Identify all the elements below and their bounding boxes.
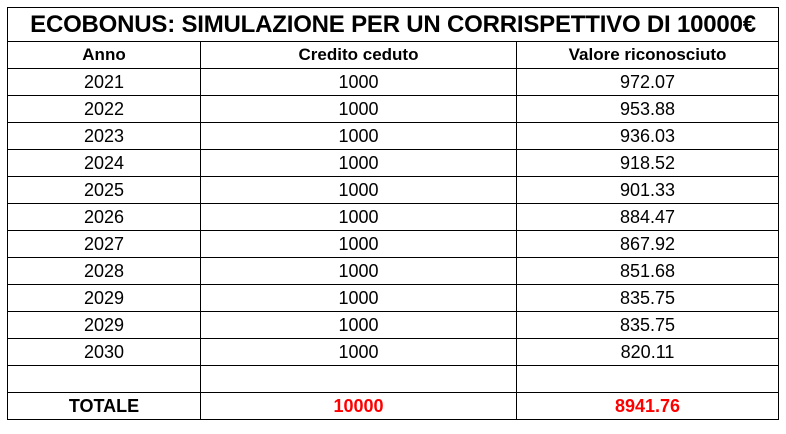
table-row [8, 69, 779, 96]
column-header-anno[interactable]: Anno [8, 42, 201, 69]
cell-credito-ceduto[interactable]: 1000 [201, 69, 517, 96]
header-row [8, 42, 779, 69]
table-row [8, 285, 779, 312]
cell-credito-ceduto[interactable]: 1000 [201, 339, 517, 366]
cell-valore-riconosciuto[interactable]: 835.75 [517, 285, 779, 312]
column-header-credito-ceduto[interactable]: Credito ceduto [201, 42, 517, 69]
cell-anno[interactable]: 2022 [8, 96, 201, 123]
cell-anno[interactable]: 2027 [8, 231, 201, 258]
table-row [8, 258, 779, 285]
cell-credito-ceduto[interactable]: 1000 [201, 177, 517, 204]
cell-anno[interactable]: 2024 [8, 150, 201, 177]
cell-anno[interactable]: 2030 [8, 339, 201, 366]
empty-cell[interactable] [201, 366, 517, 393]
cell-credito-ceduto[interactable]: 1000 [201, 231, 517, 258]
cell-credito-ceduto[interactable]: 1000 [201, 123, 517, 150]
table-row [8, 123, 779, 150]
total-row [8, 393, 779, 420]
ecobonus-table [7, 7, 779, 420]
cell-credito-ceduto[interactable]: 1000 [201, 150, 517, 177]
cell-valore-riconosciuto[interactable]: 953.88 [517, 96, 779, 123]
cell-anno[interactable]: 2026 [8, 204, 201, 231]
total-credito-ceduto[interactable]: 10000 [201, 393, 517, 420]
empty-cell[interactable] [8, 366, 201, 393]
cell-anno[interactable]: 2023 [8, 123, 201, 150]
cell-valore-riconosciuto[interactable]: 851.68 [517, 258, 779, 285]
cell-anno[interactable]: 2028 [8, 258, 201, 285]
table-row [8, 312, 779, 339]
table-title[interactable]: ECOBONUS: SIMULAZIONE PER UN CORRISPETTIVO DI 10000€ [8, 8, 779, 42]
cell-valore-riconosciuto[interactable]: 936.03 [517, 123, 779, 150]
cell-valore-riconosciuto[interactable]: 918.52 [517, 150, 779, 177]
table-row [8, 231, 779, 258]
cell-credito-ceduto[interactable]: 1000 [201, 96, 517, 123]
total-valore-riconosciuto[interactable]: 8941.76 [517, 393, 779, 420]
cell-anno[interactable]: 2021 [8, 69, 201, 96]
column-header-valore-riconosciuto[interactable]: Valore riconosciuto [517, 42, 779, 69]
cell-valore-riconosciuto[interactable]: 884.47 [517, 204, 779, 231]
cell-valore-riconosciuto[interactable]: 901.33 [517, 177, 779, 204]
cell-valore-riconosciuto[interactable]: 867.92 [517, 231, 779, 258]
table-row [8, 177, 779, 204]
cell-valore-riconosciuto[interactable]: 820.11 [517, 339, 779, 366]
cell-anno[interactable]: 2029 [8, 285, 201, 312]
empty-cell[interactable] [517, 366, 779, 393]
cell-credito-ceduto[interactable]: 1000 [201, 312, 517, 339]
cell-valore-riconosciuto[interactable]: 835.75 [517, 312, 779, 339]
cell-credito-ceduto[interactable]: 1000 [201, 204, 517, 231]
cell-valore-riconosciuto[interactable]: 972.07 [517, 69, 779, 96]
table-row [8, 339, 779, 366]
title-row [8, 8, 779, 42]
cell-credito-ceduto[interactable]: 1000 [201, 285, 517, 312]
cell-anno[interactable]: 2025 [8, 177, 201, 204]
spreadsheet-table-container [7, 7, 778, 420]
table-row [8, 96, 779, 123]
total-label[interactable]: TOTALE [8, 393, 201, 420]
table-row [8, 204, 779, 231]
empty-row [8, 366, 779, 393]
cell-anno[interactable]: 2029 [8, 312, 201, 339]
cell-credito-ceduto[interactable]: 1000 [201, 258, 517, 285]
table-row [8, 150, 779, 177]
